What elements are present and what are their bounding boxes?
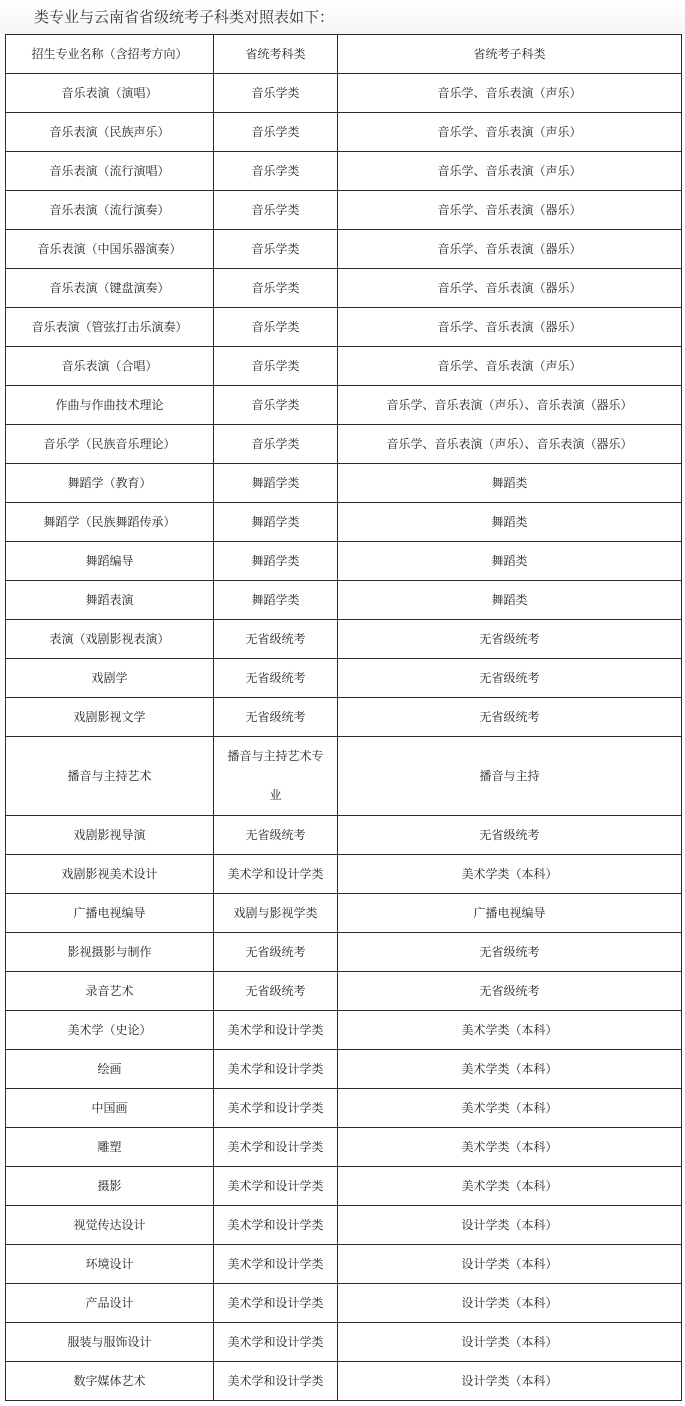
table-row: [6, 933, 682, 972]
cell-exam-subcategory: 美术学类（本科）: [338, 1050, 682, 1089]
cell-major-name: 雕塑: [6, 1128, 214, 1167]
table-row: [6, 386, 682, 425]
cell-major-name: 播音与主持艺术: [6, 737, 214, 816]
cell-major-name: 音乐表演（演唱）: [6, 74, 214, 113]
cell-major-name: 音乐表演（键盘演奏）: [6, 269, 214, 308]
cell-exam-subcategory: 音乐学、音乐表演（声乐）: [338, 113, 682, 152]
cell-major-name: 音乐表演（流行演唱）: [6, 152, 214, 191]
table-row: [6, 659, 682, 698]
table-row: [6, 113, 682, 152]
cell-major-name: 戏剧影视导演: [6, 816, 214, 855]
cell-exam-subcategory: 播音与主持: [338, 737, 682, 816]
table-row: [6, 230, 682, 269]
cell-exam-category: 美术学和设计学类: [214, 1362, 338, 1401]
cell-exam-subcategory: 无省级统考: [338, 659, 682, 698]
cell-major-name: 视觉传达设计: [6, 1206, 214, 1245]
table-row: [6, 698, 682, 737]
cell-exam-category: 美术学和设计学类: [214, 855, 338, 894]
table-row: [6, 1245, 682, 1284]
category-mapping-table: [5, 34, 682, 1401]
cell-exam-category: 音乐学类: [214, 113, 338, 152]
cell-exam-category: 美术学和设计学类: [214, 1167, 338, 1206]
table-row: [6, 1089, 682, 1128]
cell-major-name: 舞蹈学（民族舞蹈传承）: [6, 503, 214, 542]
cell-major-name: 服装与服饰设计: [6, 1323, 214, 1362]
table-row: [6, 425, 682, 464]
intro-heading: 类专业与云南省省级统考子科类对照表如下：: [0, 0, 685, 34]
cell-exam-category: 美术学和设计学类: [214, 1284, 338, 1323]
table-row: [6, 152, 682, 191]
table-row: [6, 855, 682, 894]
table-row: [6, 581, 682, 620]
cell-major-name: 绘画: [6, 1050, 214, 1089]
table-row: [6, 347, 682, 386]
cell-exam-subcategory: 无省级统考: [338, 816, 682, 855]
cell-exam-subcategory: 设计学类（本科）: [338, 1323, 682, 1362]
table-row: [6, 737, 682, 816]
cell-major-name: 音乐表演（民族声乐）: [6, 113, 214, 152]
table-row: [6, 1206, 682, 1245]
cell-exam-subcategory: 美术学类（本科）: [338, 1011, 682, 1050]
cell-exam-category: 美术学和设计学类: [214, 1245, 338, 1284]
table-row: [6, 1323, 682, 1362]
cell-exam-category: 无省级统考: [214, 972, 338, 1011]
cell-exam-category: 音乐学类: [214, 308, 338, 347]
table-row: [6, 503, 682, 542]
cell-exam-subcategory: 无省级统考: [338, 972, 682, 1011]
cell-major-name: 舞蹈学（教育）: [6, 464, 214, 503]
cell-exam-category: 戏剧与影视学类: [214, 894, 338, 933]
cell-exam-subcategory: 无省级统考: [338, 698, 682, 737]
cell-major-name: 环境设计: [6, 1245, 214, 1284]
table-row: [6, 74, 682, 113]
cell-major-name: 音乐表演（管弦打击乐演奏）: [6, 308, 214, 347]
cell-exam-category: 美术学和设计学类: [214, 1050, 338, 1089]
cell-exam-category: 无省级统考: [214, 816, 338, 855]
cell-exam-subcategory: 音乐学、音乐表演（声乐）、音乐表演（器乐）: [338, 425, 682, 464]
table-row: [6, 1167, 682, 1206]
cell-exam-subcategory: 音乐学、音乐表演（声乐）: [338, 74, 682, 113]
cell-major-name: 戏剧影视美术设计: [6, 855, 214, 894]
cell-exam-subcategory: 音乐学、音乐表演（声乐）: [338, 152, 682, 191]
cell-exam-subcategory: 舞蹈类: [338, 503, 682, 542]
table-row: [6, 1050, 682, 1089]
cell-major-name: 影视摄影与制作: [6, 933, 214, 972]
cell-exam-category: 音乐学类: [214, 74, 338, 113]
table-row: [6, 191, 682, 230]
cell-exam-subcategory: 音乐学、音乐表演（声乐）、音乐表演（器乐）: [338, 386, 682, 425]
cell-exam-category: 舞蹈学类: [214, 542, 338, 581]
cell-exam-category: 美术学和设计学类: [214, 1206, 338, 1245]
cell-major-name: 广播电视编导: [6, 894, 214, 933]
cell-exam-category: 无省级统考: [214, 933, 338, 972]
cell-exam-category: 音乐学类: [214, 230, 338, 269]
cell-major-name: 戏剧影视文学: [6, 698, 214, 737]
cell-exam-subcategory: 美术学类（本科）: [338, 1167, 682, 1206]
cell-exam-subcategory: 音乐学、音乐表演（器乐）: [338, 191, 682, 230]
cell-exam-subcategory: 设计学类（本科）: [338, 1362, 682, 1401]
table-row: [6, 816, 682, 855]
cell-exam-category: 播音与主持艺术专业: [214, 737, 338, 816]
table-row: [6, 1362, 682, 1401]
cell-major-name: 产品设计: [6, 1284, 214, 1323]
cell-exam-subcategory: 设计学类（本科）: [338, 1245, 682, 1284]
header-major-name: 招生专业名称（含招考方向）: [6, 35, 214, 74]
cell-exam-category: 无省级统考: [214, 659, 338, 698]
cell-exam-subcategory: 设计学类（本科）: [338, 1206, 682, 1245]
cell-exam-category: 音乐学类: [214, 191, 338, 230]
cell-exam-category: 美术学和设计学类: [214, 1011, 338, 1050]
cell-exam-subcategory: 无省级统考: [338, 620, 682, 659]
cell-exam-category: 音乐学类: [214, 347, 338, 386]
cell-exam-subcategory: 美术学类（本科）: [338, 1089, 682, 1128]
table-row: [6, 269, 682, 308]
cell-exam-category: 无省级统考: [214, 698, 338, 737]
table-row: [6, 1011, 682, 1050]
cell-exam-category: 音乐学类: [214, 152, 338, 191]
cell-exam-category: 舞蹈学类: [214, 581, 338, 620]
cell-exam-subcategory: 舞蹈类: [338, 542, 682, 581]
cell-exam-category: 音乐学类: [214, 269, 338, 308]
cell-exam-subcategory: 音乐学、音乐表演（器乐）: [338, 230, 682, 269]
cell-exam-category: 美术学和设计学类: [214, 1089, 338, 1128]
cell-major-name: 数字媒体艺术: [6, 1362, 214, 1401]
cell-exam-subcategory: 设计学类（本科）: [338, 1284, 682, 1323]
table-row: [6, 308, 682, 347]
cell-exam-subcategory: 美术学类（本科）: [338, 855, 682, 894]
cell-major-name: 摄影: [6, 1167, 214, 1206]
cell-exam-category: 音乐学类: [214, 386, 338, 425]
cell-major-name: 戏剧学: [6, 659, 214, 698]
cell-exam-subcategory: 音乐学、音乐表演（器乐）: [338, 308, 682, 347]
table-row: [6, 620, 682, 659]
cell-major-name: 音乐表演（流行演奏）: [6, 191, 214, 230]
header-exam-category: 省统考科类: [214, 35, 338, 74]
cell-major-name: 美术学（史论）: [6, 1011, 214, 1050]
cell-major-name: 舞蹈表演: [6, 581, 214, 620]
table-row: [6, 1128, 682, 1167]
cell-exam-category: 无省级统考: [214, 620, 338, 659]
cell-major-name: 录音艺术: [6, 972, 214, 1011]
cell-major-name: 音乐表演（合唱）: [6, 347, 214, 386]
cell-exam-subcategory: 无省级统考: [338, 933, 682, 972]
table-row: [6, 894, 682, 933]
cell-major-name: 中国画: [6, 1089, 214, 1128]
cell-major-name: 舞蹈编导: [6, 542, 214, 581]
header-exam-subcategory: 省统考子科类: [338, 35, 682, 74]
cell-major-name: 作曲与作曲技术理论: [6, 386, 214, 425]
table-row: [6, 464, 682, 503]
cell-exam-subcategory: 音乐学、音乐表演（声乐）: [338, 347, 682, 386]
cell-exam-category: 舞蹈学类: [214, 464, 338, 503]
cell-exam-subcategory: 舞蹈类: [338, 581, 682, 620]
table-row: [6, 972, 682, 1011]
cell-exam-category: 美术学和设计学类: [214, 1323, 338, 1362]
cell-exam-subcategory: 广播电视编导: [338, 894, 682, 933]
cell-exam-subcategory: 美术学类（本科）: [338, 1128, 682, 1167]
cell-major-name: 音乐学（民族音乐理论）: [6, 425, 214, 464]
cell-exam-category: 舞蹈学类: [214, 503, 338, 542]
cell-exam-category: 音乐学类: [214, 425, 338, 464]
table-body: [6, 35, 682, 1401]
cell-exam-subcategory: 舞蹈类: [338, 464, 682, 503]
cell-exam-category: 美术学和设计学类: [214, 1128, 338, 1167]
table-row: [6, 1284, 682, 1323]
cell-exam-subcategory: 音乐学、音乐表演（器乐）: [338, 269, 682, 308]
cell-major-name: 表演（戏剧影视表演）: [6, 620, 214, 659]
cell-major-name: 音乐表演（中国乐器演奏）: [6, 230, 214, 269]
table-row: [6, 542, 682, 581]
table-header-row: [6, 35, 682, 74]
